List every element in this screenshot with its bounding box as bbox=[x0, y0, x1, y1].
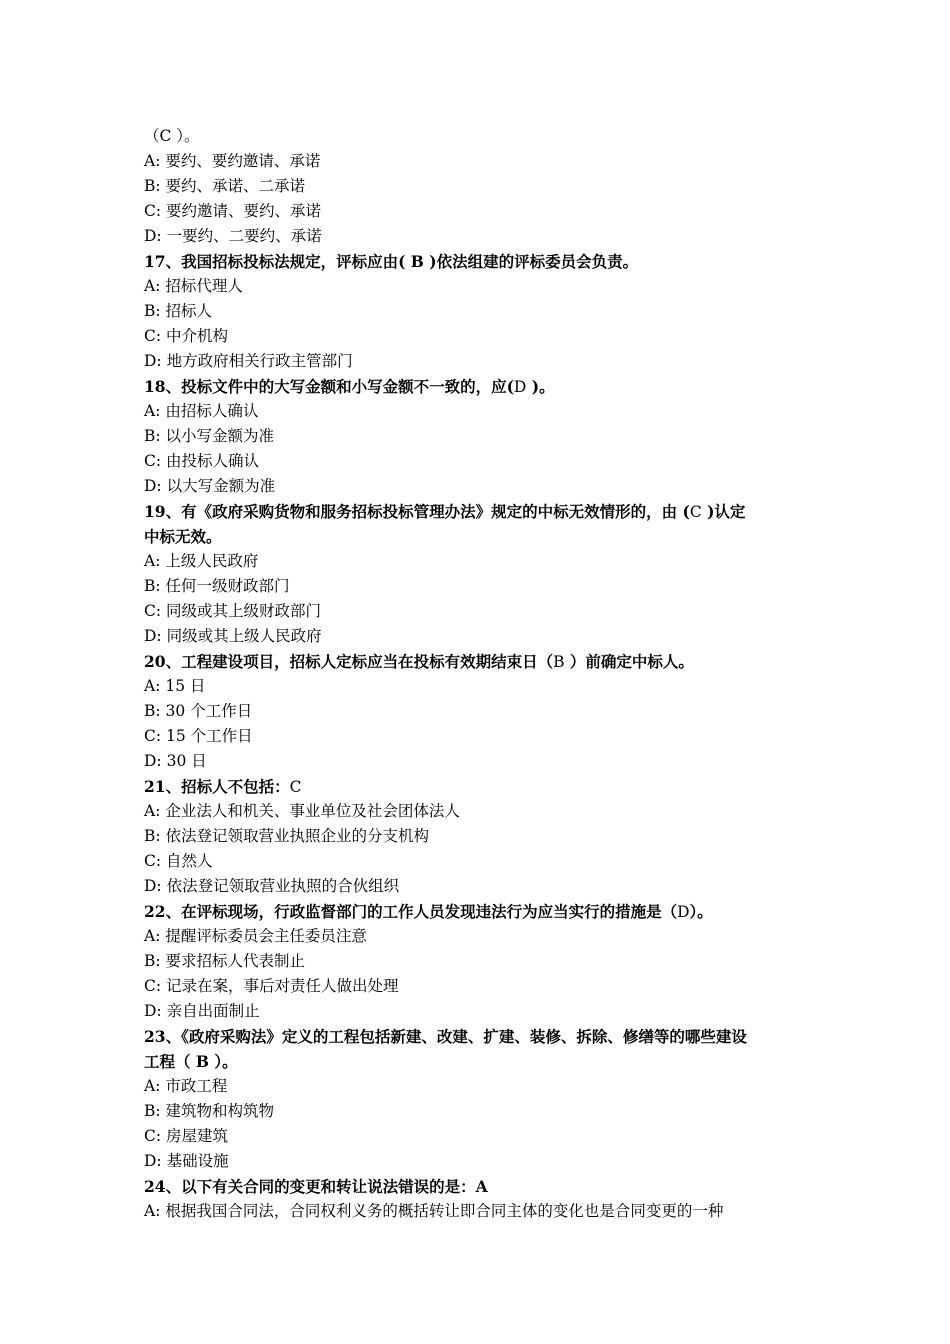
question-21 bbox=[144, 774, 814, 799]
q23-option-c: C: 房屋建筑 bbox=[144, 1127, 229, 1145]
q16-option-a: A: 要约、要约邀请、承诺 bbox=[144, 152, 321, 170]
q16-option-c: C: 要约邀请、要约、承诺 bbox=[144, 202, 322, 220]
q22-option-c: C: 记录在案，事后对责任人做出处理 bbox=[144, 977, 399, 995]
question-20 bbox=[144, 649, 814, 674]
question-18 bbox=[144, 374, 814, 399]
q21-stem: 21、招标人不包括： bbox=[144, 777, 290, 796]
q19-option-a: A: 上级人民政府 bbox=[144, 552, 259, 570]
q18-option-c: C: 由投标人确认 bbox=[144, 452, 260, 470]
question-24: 24、以下有关合同的变更和转让说法错误的是：A bbox=[144, 1177, 488, 1196]
q20-option-b: B: 30 个工作日 bbox=[144, 702, 253, 720]
q20-stem-end: ）前确定中标人。 bbox=[564, 652, 694, 671]
question-23-line-2: 工程（ B ）。 bbox=[144, 1052, 238, 1071]
q18-option-a: A: 由招标人确认 bbox=[144, 402, 259, 420]
question-22 bbox=[144, 899, 814, 924]
q19-stem: 19、有《政府采购货物和服务招标投标管理办法》规定的中标无效情形的，由 ( bbox=[144, 502, 690, 521]
q18-stem-end: )。 bbox=[526, 377, 555, 396]
q19-answer: C bbox=[689, 503, 702, 521]
q16-option-b: B: 要约、承诺、二承诺 bbox=[144, 177, 306, 195]
q23-option-a: A: 市政工程 bbox=[144, 1077, 228, 1095]
q23-option-b: B: 建筑物和构筑物 bbox=[144, 1102, 275, 1120]
q19-stem-end: )认定 bbox=[701, 502, 746, 521]
q19-option-c: C: 同级或其上级财政部门 bbox=[144, 602, 322, 620]
q18-option-b: B: 以小写金额为准 bbox=[144, 427, 275, 445]
document-page bbox=[144, 124, 814, 1224]
q22-answer: D bbox=[677, 903, 690, 921]
q16-option-d: D: 一要约、二要约、承诺 bbox=[144, 227, 322, 245]
q21-option-a: A: 企业法人和机关、事业单位及社会团体法人 bbox=[144, 802, 460, 820]
q22-stem-end: ）。 bbox=[689, 902, 713, 921]
q19-option-d: D: 同级或其上级人民政府 bbox=[144, 627, 322, 645]
q18-option-d: D: 以大写金额为准 bbox=[144, 477, 276, 495]
question-23-line-1: 23、《政府采购法》定义的工程包括新建、改建、扩建、装修、拆除、修缮等的哪些建设 bbox=[144, 1027, 747, 1046]
q21-option-c: C: 自然人 bbox=[144, 852, 213, 870]
q17-option-a: A: 招标代理人 bbox=[144, 277, 243, 295]
q22-stem: 22、在评标现场，行政监督部门的工作人员发现违法行为应当实行的措施是（ bbox=[144, 902, 678, 921]
q23-option-d: D: 基础设施 bbox=[144, 1152, 229, 1170]
q22-option-b: B: 要求招标人代表制止 bbox=[144, 952, 306, 970]
q18-stem: 18、投标文件中的大写金额和小写金额不一致的，应( bbox=[144, 377, 514, 396]
q20-option-d: D: 30 日 bbox=[144, 752, 207, 770]
q18-answer: D bbox=[513, 378, 527, 396]
q22-option-d: D: 亲自出面制止 bbox=[144, 1002, 260, 1020]
q24-option-a: A: 根据我国合同法，合同权利义务的概括转让即合同主体的变化也是合同变更的一种 bbox=[144, 1202, 724, 1220]
q20-option-a: A: 15 日 bbox=[144, 677, 206, 695]
question-19-line-1 bbox=[144, 499, 814, 524]
question-17: 17、我国招标投标法规定，评标应由( B )依法组建的评标委员会负责。 bbox=[144, 252, 639, 271]
q17-option-d: D: 地方政府相关行政主管部门 bbox=[144, 352, 353, 370]
q20-option-c: C: 15 个工作日 bbox=[144, 727, 253, 745]
q22-option-a: A: 提醒评标委员会主任委员注意 bbox=[144, 927, 367, 945]
q19-option-b: B: 任何一级财政部门 bbox=[144, 577, 290, 595]
q20-answer: B bbox=[553, 653, 565, 671]
q17-option-b: B: 招标人 bbox=[144, 302, 213, 320]
q21-option-b: B: 依法登记领取营业执照企业的分支机构 bbox=[144, 827, 430, 845]
question-19-line-2: 中标无效。 bbox=[144, 527, 222, 546]
q21-answer: C bbox=[289, 778, 302, 796]
q17-option-c: C: 中介机构 bbox=[144, 327, 229, 345]
q20-stem: 20、工程建设项目，招标人定标应当在投标有效期结束日（ bbox=[144, 652, 554, 671]
question-16-tail: （C ）。 bbox=[144, 127, 200, 145]
q21-option-d: D: 依法登记领取营业执照的合伙组织 bbox=[144, 877, 400, 895]
